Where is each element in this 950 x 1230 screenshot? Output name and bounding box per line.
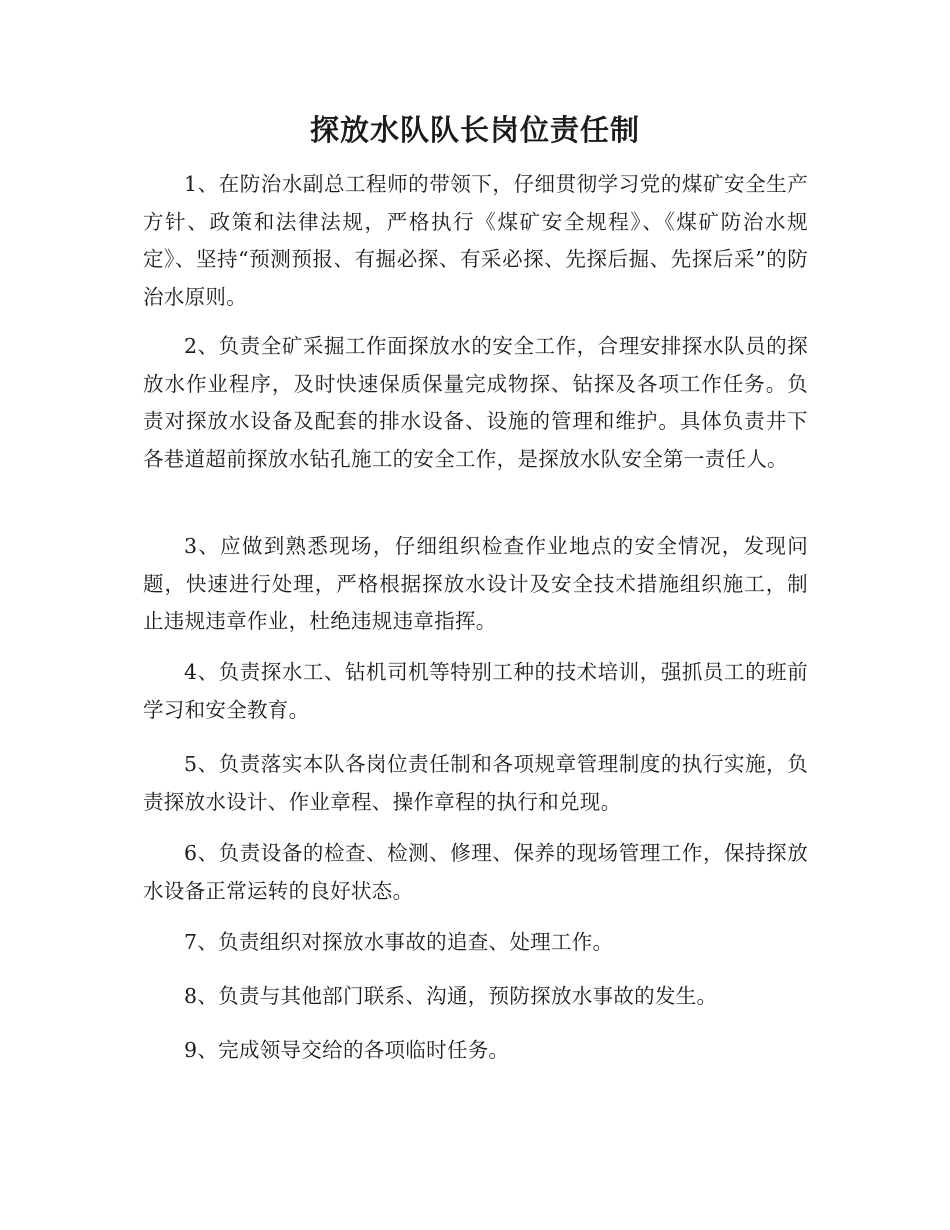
- paragraph-7: 7、负责组织对探放水事故的追查、处理工作。: [184, 930, 614, 954]
- paragraph-8: 8、负责与其他部门联系、沟通，预防探放水事故的发生。: [184, 984, 718, 1008]
- paragraph-3: 3、应做到熟悉现场，仔细组织检查作业地点的安全情况，发现问题，快速进行处理，严格根据探放水设计及安全技术措施组织施工，制止违规违章作业，杜绝违规违章指挥。: [143, 534, 808, 633]
- paragraph-9: 9、完成领导交给的各项临时任务。: [184, 1038, 510, 1062]
- paragraph-1: 1、在防治水副总工程师的带领下，仔细贯彻学习党的煤矿安全生产方针、政策和法律法规，严格执行《煤矿安全规程》、《煤矿防治水规定》、坚持“预测预报、有掘必探、有采必探、先探后掘、先探后采”的防治水原则。: [143, 172, 808, 309]
- paragraph-4: 4、负责探水工、钻机司机等特别工种的技术培训，强抓员工的班前学习和安全教育。: [143, 660, 808, 722]
- paragraph-6: 6、负责设备的检查、检测、修理、保养的现场管理工作，保持探放水设备正常运转的良好状态。: [143, 841, 808, 903]
- paragraph-2: 2、负责全矿采掘工作面探放水的安全工作，合理安排探水队员的探放水作业程序，及时快速保质保量完成物探、钻探及各项工作任务。负责对探放水设备及配套的排水设备、设施的管理和维护。具体负责井下各巷道超前探放水钻孔施工的安全工作，是探放水队安全第一责任人。: [143, 334, 808, 471]
- paragraph-5: 5、负责落实本队各岗位责任制和各项规章管理制度的执行实施，负责探放水设计、作业章程、操作章程的执行和兑现。: [143, 752, 808, 814]
- document-title: 探放水队队长岗位责任制: [309, 113, 640, 147]
